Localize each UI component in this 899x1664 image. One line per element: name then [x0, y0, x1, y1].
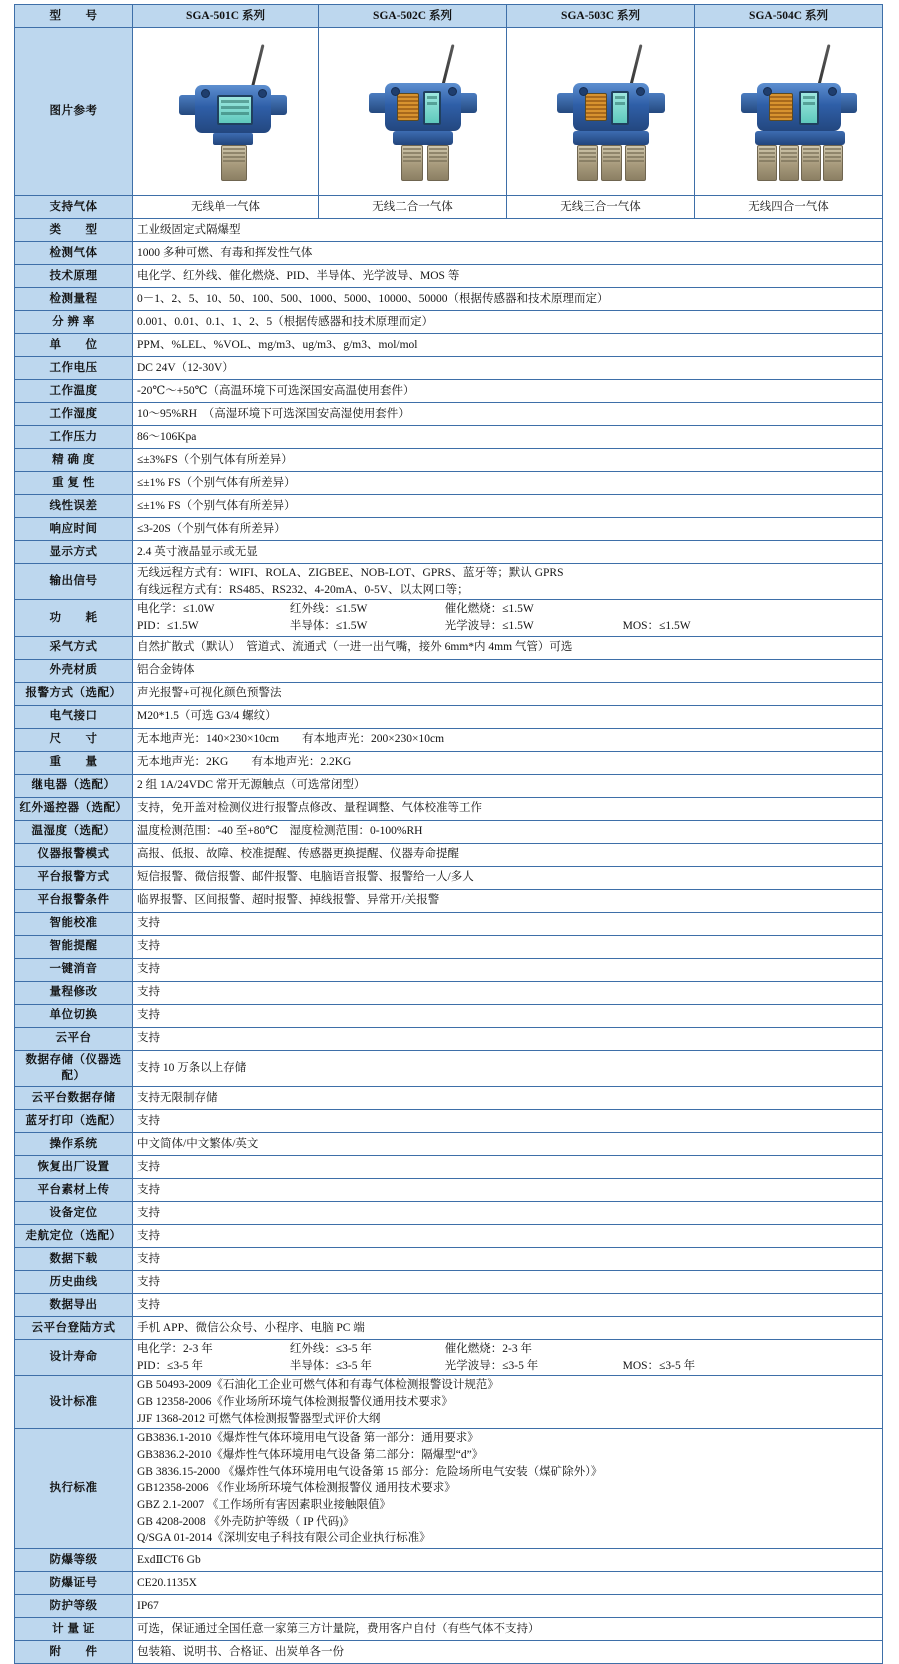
row-label: 检测量程 [15, 288, 133, 311]
design-standard-value [133, 1376, 883, 1429]
table-row [15, 311, 883, 334]
output-signal-label: 输出信号 [15, 564, 133, 600]
power-key: 红外线： [289, 603, 336, 616]
design-standard-line: GB 12358-2006《作业场所环境气体检测报警仪通用技术要求》 [137, 1396, 453, 1409]
row-label: 云平台数据存储 [15, 1087, 133, 1110]
row-label: 计 量 证 [15, 1618, 133, 1641]
power-val: ≤1.5W [167, 620, 199, 633]
execution-standard-line: GB3836.1-2010《爆炸性气体环境用电气设备 第一部分：通用要求》 [137, 1432, 479, 1445]
table-row [15, 1549, 883, 1572]
row-label: 附 件 [15, 1641, 133, 1664]
header-model-label: 型 号 [15, 5, 133, 28]
row-label: 单 位 [15, 334, 133, 357]
row-label: 一键消音 [15, 958, 133, 981]
row-label: 单位切换 [15, 1004, 133, 1027]
row-value: PPM、%LEL、%VOL、mg/m3、ug/m3、g/m3、mol/mol [133, 334, 883, 357]
table-row [15, 1618, 883, 1641]
row-value: 支持无限制存储 [133, 1087, 883, 1110]
design-life-row [15, 1340, 883, 1376]
row-label: 恢复出厂设置 [15, 1156, 133, 1179]
row-label: 温湿度（选配） [15, 820, 133, 843]
row-value: ≤3-20S（个别气体有所差异） [133, 518, 883, 541]
row-label: 响应时间 [15, 518, 133, 541]
row-value: 中文简体/中文繁体/英文 [133, 1133, 883, 1156]
device-image-2 [319, 28, 507, 196]
header-model-4: SGA-504C 系列 [695, 5, 883, 28]
execution-standard-line: GB 4208-2008 《外壳防护等级（ IP 代码)》 [137, 1515, 355, 1528]
table-row [15, 1179, 883, 1202]
table-row [15, 705, 883, 728]
row-value: 支持 [133, 1225, 883, 1248]
table-row [15, 1641, 883, 1664]
row-label: 智能校准 [15, 912, 133, 935]
row-value: 铝合金铸体 [133, 659, 883, 682]
execution-standard-row [15, 1429, 883, 1549]
row-value: 自然扩散式（默认） 管道式、流通式（一进一出气嘴，接外 6mm*内 4mm 气管）可选 [133, 636, 883, 659]
execution-standard-line: GB 3836.15-2000 《爆炸性气体环境用电气设备第 15 部分：危险场所电气安装（煤矿除外）》 [137, 1465, 603, 1478]
table-row [15, 242, 883, 265]
row-value: 支持 [133, 1294, 883, 1317]
row-value: 支持 [133, 1179, 883, 1202]
design-standard-line: JJF 1368-2012 可燃气体检测报警器型式评价大纲 [137, 1412, 381, 1425]
row-label: 设备定位 [15, 1202, 133, 1225]
table-row [15, 334, 883, 357]
table-row [15, 820, 883, 843]
power-key: 催化燃烧： [444, 603, 503, 616]
execution-standard-line: GB12358-2006 《作业场所环境气体检测报警仪 通用技术要求》 [137, 1482, 456, 1495]
row-value: 可选，保证通过全国任意一家第三方计量院，费用客户自付（有些气体不支持） [133, 1618, 883, 1641]
row-label: 平台素材上传 [15, 1179, 133, 1202]
table-row [15, 472, 883, 495]
supported-gas-2: 无线二合一气体 [319, 196, 507, 219]
design-standard-line: GB 50493-2009《石油化工企业可燃气体和有毒气体检测报警设计规范》 [137, 1379, 499, 1392]
power-consumption-row [15, 600, 883, 636]
row-label: 平台报警方式 [15, 866, 133, 889]
life-key: MOS： [622, 1359, 660, 1372]
supported-gas-1: 无线单一气体 [133, 196, 319, 219]
execution-standard-line: Q/SGA 01-2014《深圳安电子科技有限公司企业执行标准》 [137, 1532, 431, 1545]
table-row [15, 357, 883, 380]
row-label: 智能提醒 [15, 935, 133, 958]
power-consumption-value [133, 600, 883, 636]
execution-standard-line: GBZ 2.1-2007 《工作场所有害因素职业接触限值》 [137, 1499, 391, 1512]
design-life-value [133, 1340, 883, 1376]
table-row [15, 1294, 883, 1317]
execution-standard-value [133, 1429, 883, 1549]
output-signal-row [15, 564, 883, 600]
row-value: 支持 [133, 1271, 883, 1294]
output-signal-line-2: 有线远程方式有：RS485、RS232、4-20mA、0-5V、以太网口等； [137, 583, 469, 596]
table-row [15, 1004, 883, 1027]
row-label: 操作系统 [15, 1133, 133, 1156]
device-image-1 [133, 28, 319, 196]
table-row [15, 728, 883, 751]
life-key: PID： [137, 1359, 168, 1372]
table-row [15, 1087, 883, 1110]
row-label: 防爆证号 [15, 1572, 133, 1595]
row-value: 10～95%RH （高湿环境下可选深国安高湿使用套件） [133, 403, 883, 426]
table-header-row [15, 5, 883, 28]
row-value: 临界报警、区间报警、超时报警、掉线报警、异常开/关报警 [133, 889, 883, 912]
supported-gas-3: 无线三合一气体 [507, 196, 695, 219]
table-row [15, 403, 883, 426]
header-model-2: SGA-502C 系列 [319, 5, 507, 28]
power-val: ≤1.5W [502, 603, 534, 616]
row-label: 云平台 [15, 1027, 133, 1050]
row-label: 检测气体 [15, 242, 133, 265]
row-value: 0－1、2、5、10、50、100、500、1000、5000、10000、50000（根据传感器和技术原理而定） [133, 288, 883, 311]
power-val: ≤1.5W [335, 620, 368, 633]
table-row [15, 1595, 883, 1618]
row-value: 手机 APP、微信公众号、小程序、电脑 PC 端 [133, 1317, 883, 1340]
design-life-label: 设计寿命 [15, 1340, 133, 1376]
row-label: 采气方式 [15, 636, 133, 659]
table-row [15, 495, 883, 518]
image-reference-row [15, 28, 883, 196]
life-key: 光学波导： [444, 1359, 503, 1372]
row-value: 无本地声光：140×230×10cm 有本地声光：200×230×10cm [133, 728, 883, 751]
life-val: 2-3 年 [183, 1343, 213, 1356]
table-row [15, 866, 883, 889]
table-row [15, 1110, 883, 1133]
table-row [15, 1027, 883, 1050]
row-label: 尺 寸 [15, 728, 133, 751]
table-row [15, 774, 883, 797]
table-row [15, 380, 883, 403]
row-value: CE20.1135X [133, 1572, 883, 1595]
table-row [15, 219, 883, 242]
row-value: 声光报警+可视化颜色预警法 [133, 682, 883, 705]
life-val: 2-3 年 [502, 1343, 532, 1356]
row-label: 继电器（选配） [15, 774, 133, 797]
power-key: 电化学： [137, 603, 183, 616]
power-val: ≤1.5W [659, 620, 691, 633]
table-row [15, 1202, 883, 1225]
table-row [15, 1156, 883, 1179]
row-value: 温度检测范围：-40 至+80℃ 湿度检测范围：0-100%RH [133, 820, 883, 843]
row-value: 支持 [133, 1202, 883, 1225]
row-label: 数据下载 [15, 1248, 133, 1271]
power-key: PID： [137, 620, 168, 633]
row-label: 报警方式（选配） [15, 682, 133, 705]
life-key: 催化燃烧： [444, 1343, 503, 1356]
power-key: 光学波导： [444, 620, 503, 633]
life-val: ≤3-5 年 [335, 1359, 372, 1372]
row-label: 电气接口 [15, 705, 133, 728]
life-val: ≤3-5 年 [167, 1359, 204, 1372]
table-row [15, 659, 883, 682]
row-value: 支持，免开盖对检测仪进行报警点修改、量程调整、气体校准等工作 [133, 797, 883, 820]
row-label: 红外遥控器（选配） [15, 797, 133, 820]
supported-gas-row [15, 196, 883, 219]
row-label: 精 确 度 [15, 449, 133, 472]
power-key: MOS： [622, 620, 660, 633]
header-model-3: SGA-503C 系列 [507, 5, 695, 28]
output-signal-line-1: 无线远程方式有：WIFI、ROLA、ZIGBEE、NOB-LOT、GPRS、蓝牙等；默认 GPRS [137, 567, 564, 579]
power-key: 半导体： [289, 620, 336, 633]
device-image-4 [695, 28, 883, 196]
row-label: 技术原理 [15, 265, 133, 288]
row-label: 工作电压 [15, 357, 133, 380]
table-row [15, 843, 883, 866]
row-label: 线性误差 [15, 495, 133, 518]
row-value: 支持 [133, 935, 883, 958]
row-label: 显示方式 [15, 541, 133, 564]
row-label: 蓝牙打印（选配） [15, 1110, 133, 1133]
row-label: 量程修改 [15, 981, 133, 1004]
row-value: 支持 [133, 1027, 883, 1050]
row-value: ≤±1% FS（个别气体有所差异） [133, 472, 883, 495]
table-row [15, 889, 883, 912]
row-label: 云平台登陆方式 [15, 1317, 133, 1340]
row-value: 支持 [133, 958, 883, 981]
row-value: 电化学、红外线、催化燃烧、PID、半导体、光学波导、MOS 等 [133, 265, 883, 288]
row-label: 工作压力 [15, 426, 133, 449]
table-row [15, 912, 883, 935]
row-label: 历史曲线 [15, 1271, 133, 1294]
design-standard-label: 设计标准 [15, 1376, 133, 1429]
life-key: 半导体： [289, 1359, 336, 1372]
table-row [15, 1248, 883, 1271]
row-value: IP67 [133, 1595, 883, 1618]
row-label: 防爆等级 [15, 1549, 133, 1572]
row-value: 0.001、0.01、0.1、1、2、5（根据传感器和技术原理而定） [133, 311, 883, 334]
row-label: 走航定位（选配） [15, 1225, 133, 1248]
life-key: 电化学： [137, 1343, 183, 1356]
row-value: 支持 10 万条以上存储 [133, 1050, 883, 1086]
table-row [15, 265, 883, 288]
row-label: 平台报警条件 [15, 889, 133, 912]
power-val: ≤1.5W [335, 603, 368, 616]
table-row [15, 518, 883, 541]
table-row [15, 935, 883, 958]
row-value: ExdⅡCT6 Gb [133, 1549, 883, 1572]
row-value: DC 24V（12-30V） [133, 357, 883, 380]
table-row [15, 797, 883, 820]
row-label: 工作温度 [15, 380, 133, 403]
table-row [15, 1133, 883, 1156]
row-label: 分 辨 率 [15, 311, 133, 334]
row-label: 防护等级 [15, 1595, 133, 1618]
table-row [15, 288, 883, 311]
row-value: ≤±1% FS（个别气体有所差异） [133, 495, 883, 518]
row-label: 仪器报警模式 [15, 843, 133, 866]
life-val: ≤3-5 年 [502, 1359, 539, 1372]
row-value: 支持 [133, 1248, 883, 1271]
table-row [15, 1225, 883, 1248]
table-row [15, 751, 883, 774]
table-row [15, 981, 883, 1004]
life-key: 红外线： [289, 1343, 336, 1356]
table-row [15, 1572, 883, 1595]
row-value: 2 组 1A/24VDC 常开无源触点（可选常闭型） [133, 774, 883, 797]
table-row [15, 958, 883, 981]
power-consumption-label: 功 耗 [15, 600, 133, 636]
table-row [15, 682, 883, 705]
row-label: 重 复 性 [15, 472, 133, 495]
row-label: 数据导出 [15, 1294, 133, 1317]
table-row [15, 426, 883, 449]
table-row [15, 1050, 883, 1086]
row-value: 2.4 英寸液晶显示或无显 [133, 541, 883, 564]
row-value: 高报、低报、故障、校准提醒、传感器更换提醒、仪器寿命提醒 [133, 843, 883, 866]
row-label: 重 量 [15, 751, 133, 774]
row-value: 支持 [133, 1004, 883, 1027]
image-reference-label: 图片参考 [15, 28, 133, 196]
row-value: 包装箱、说明书、合格证、出炭单各一份 [133, 1641, 883, 1664]
table-row [15, 1317, 883, 1340]
output-signal-value [133, 564, 883, 600]
table-row [15, 449, 883, 472]
row-value: 支持 [133, 912, 883, 935]
row-label: 外壳材质 [15, 659, 133, 682]
row-value: 支持 [133, 1156, 883, 1179]
row-label: 工作湿度 [15, 403, 133, 426]
row-value: 支持 [133, 981, 883, 1004]
execution-standard-line: GB3836.2-2010《爆炸性气体环境用电气设备 第二部分：隔爆型“d”》 [137, 1449, 484, 1462]
power-val: ≤1.0W [183, 603, 215, 616]
row-value: 支持 [133, 1110, 883, 1133]
row-label: 类 型 [15, 219, 133, 242]
specification-table [14, 4, 883, 1664]
row-value: 短信报警、微信报警、邮件报警、电脑语音报警、报警给一人/多人 [133, 866, 883, 889]
row-value: M20*1.5（可选 G3/4 螺纹） [133, 705, 883, 728]
header-model-1: SGA-501C 系列 [133, 5, 319, 28]
execution-standard-label: 执行标准 [15, 1429, 133, 1549]
table-row [15, 541, 883, 564]
row-value: 工业级固定式隔爆型 [133, 219, 883, 242]
supported-gas-4: 无线四合一气体 [695, 196, 883, 219]
row-value: -20℃～+50℃（高温环境下可选深国安高温使用套件） [133, 380, 883, 403]
row-value: 1000 多种可燃、有毒和挥发性气体 [133, 242, 883, 265]
table-row [15, 1271, 883, 1294]
row-label: 数据存储（仪器选配） [15, 1050, 133, 1086]
row-value: 86～106Kpa [133, 426, 883, 449]
table-row [15, 636, 883, 659]
design-standard-row [15, 1376, 883, 1429]
spec-sheet [0, 4, 899, 1658]
power-val: ≤1.5W [502, 620, 534, 633]
life-val: ≤3-5 年 [659, 1359, 696, 1372]
row-value: ≤±3%FS（个别气体有所差异） [133, 449, 883, 472]
supported-gas-label: 支持气体 [15, 196, 133, 219]
life-val: ≤3-5 年 [335, 1343, 372, 1356]
row-value: 无本地声光：2KG 有本地声光：2.2KG [133, 751, 883, 774]
device-image-3 [507, 28, 695, 196]
